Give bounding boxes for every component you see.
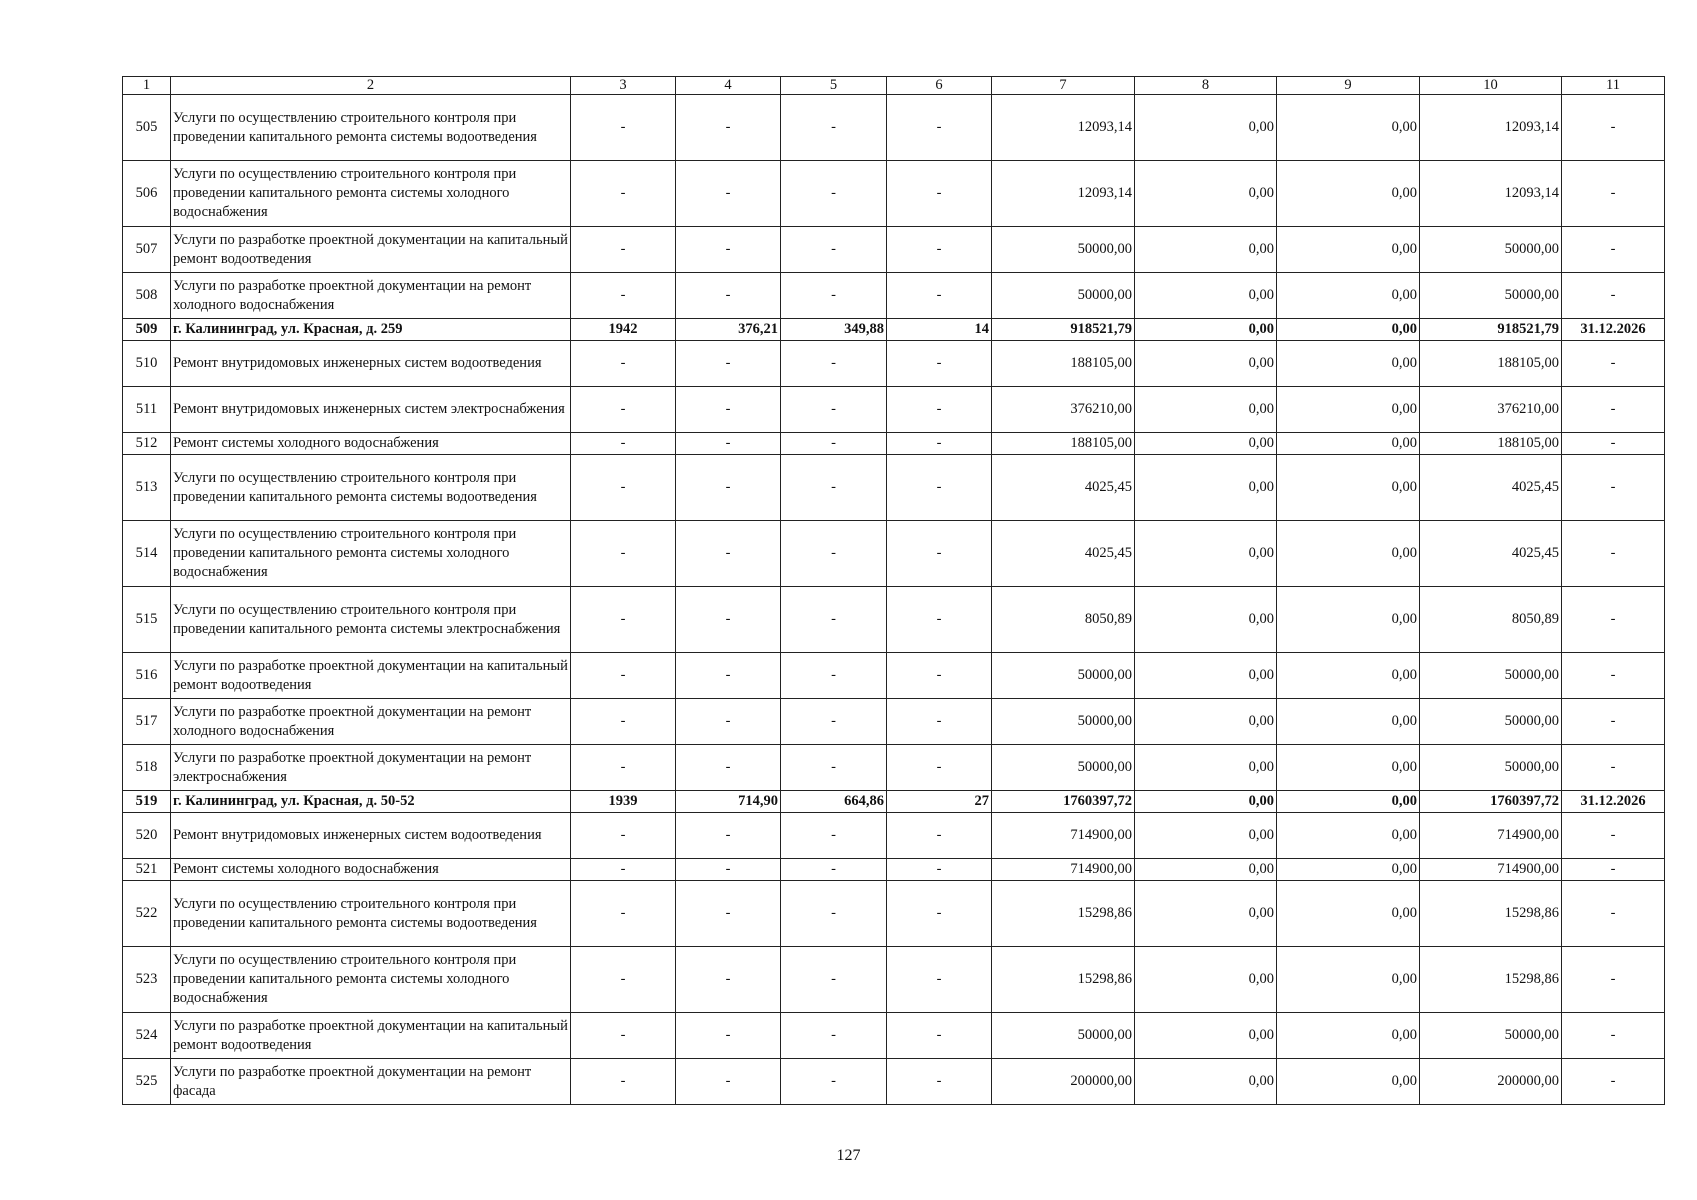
column-header: 2 bbox=[171, 77, 571, 95]
cell-col6: - bbox=[887, 433, 992, 455]
cell-col11: - bbox=[1562, 745, 1665, 791]
table-row bbox=[123, 341, 1665, 387]
cell-col6: 14 bbox=[887, 319, 992, 341]
row-number: 519 bbox=[123, 791, 171, 813]
cell-col4: - bbox=[676, 813, 781, 859]
cell-col11: 31.12.2026 bbox=[1562, 319, 1665, 341]
cell-col4: - bbox=[676, 745, 781, 791]
cell-col5: - bbox=[781, 1013, 887, 1059]
cell-col4: - bbox=[676, 227, 781, 273]
work-description: Услуги по разработке проектной документации на ремонт холодного водоснабжения bbox=[171, 273, 571, 319]
cell-col4: - bbox=[676, 521, 781, 587]
cell-col8: 0,00 bbox=[1135, 947, 1277, 1013]
cell-col9: 0,00 bbox=[1277, 587, 1420, 653]
document-page bbox=[122, 76, 1664, 1105]
column-header: 11 bbox=[1562, 77, 1665, 95]
cell-col3: - bbox=[571, 1013, 676, 1059]
column-header: 3 bbox=[571, 77, 676, 95]
cell-col11: - bbox=[1562, 587, 1665, 653]
cell-col7: 714900,00 bbox=[992, 859, 1135, 881]
cell-col6: - bbox=[887, 95, 992, 161]
cell-col10: 4025,45 bbox=[1420, 455, 1562, 521]
cell-col9: 0,00 bbox=[1277, 1059, 1420, 1105]
cell-col8: 0,00 bbox=[1135, 699, 1277, 745]
cell-col3: - bbox=[571, 227, 676, 273]
work-description: г. Калининград, ул. Красная, д. 259 bbox=[171, 319, 571, 341]
repair-plan-table bbox=[122, 76, 1665, 1105]
work-description: Услуги по осуществлению строительного контроля при проведении капитального ремонта системы водоотведения bbox=[171, 881, 571, 947]
cell-col11: - bbox=[1562, 341, 1665, 387]
cell-col7: 50000,00 bbox=[992, 227, 1135, 273]
cell-col6: - bbox=[887, 521, 992, 587]
cell-col5: - bbox=[781, 387, 887, 433]
cell-col9: 0,00 bbox=[1277, 947, 1420, 1013]
work-description: Ремонт системы холодного водоснабжения bbox=[171, 859, 571, 881]
cell-col4: - bbox=[676, 273, 781, 319]
work-description: Ремонт внутридомовых инженерных систем водоотведения bbox=[171, 813, 571, 859]
cell-col3: - bbox=[571, 859, 676, 881]
cell-col8: 0,00 bbox=[1135, 881, 1277, 947]
cell-col5: 664,86 bbox=[781, 791, 887, 813]
cell-col7: 50000,00 bbox=[992, 273, 1135, 319]
work-description: Услуги по разработке проектной документации на капитальный ремонт водоотведения bbox=[171, 1013, 571, 1059]
cell-col7: 12093,14 bbox=[992, 161, 1135, 227]
row-number: 512 bbox=[123, 433, 171, 455]
cell-col7: 1760397,72 bbox=[992, 791, 1135, 813]
cell-col9: 0,00 bbox=[1277, 1013, 1420, 1059]
page-number: 127 bbox=[836, 1147, 861, 1164]
cell-col10: 50000,00 bbox=[1420, 745, 1562, 791]
row-number: 525 bbox=[123, 1059, 171, 1105]
cell-col10: 188105,00 bbox=[1420, 341, 1562, 387]
cell-col6: - bbox=[887, 227, 992, 273]
cell-col7: 50000,00 bbox=[992, 745, 1135, 791]
cell-col3: - bbox=[571, 433, 676, 455]
cell-col5: - bbox=[781, 455, 887, 521]
cell-col7: 12093,14 bbox=[992, 95, 1135, 161]
cell-col6: - bbox=[887, 1013, 992, 1059]
row-number: 509 bbox=[123, 319, 171, 341]
row-number: 513 bbox=[123, 455, 171, 521]
column-header: 6 bbox=[887, 77, 992, 95]
work-description: Услуги по разработке проектной документации на ремонт электроснабжения bbox=[171, 745, 571, 791]
row-number: 506 bbox=[123, 161, 171, 227]
cell-col8: 0,00 bbox=[1135, 455, 1277, 521]
cell-col8: 0,00 bbox=[1135, 859, 1277, 881]
cell-col7: 4025,45 bbox=[992, 521, 1135, 587]
cell-col7: 50000,00 bbox=[992, 699, 1135, 745]
row-number: 505 bbox=[123, 95, 171, 161]
cell-col9: 0,00 bbox=[1277, 745, 1420, 791]
table-row bbox=[123, 745, 1665, 791]
cell-col11: - bbox=[1562, 521, 1665, 587]
row-number: 511 bbox=[123, 387, 171, 433]
cell-col8: 0,00 bbox=[1135, 1013, 1277, 1059]
cell-col10: 50000,00 bbox=[1420, 699, 1562, 745]
column-header: 10 bbox=[1420, 77, 1562, 95]
cell-col5: - bbox=[781, 881, 887, 947]
cell-col9: 0,00 bbox=[1277, 859, 1420, 881]
cell-col11: - bbox=[1562, 455, 1665, 521]
work-description: Услуги по осуществлению строительного контроля при проведении капитального ремонта системы холодного водоснабжения bbox=[171, 521, 571, 587]
cell-col8: 0,00 bbox=[1135, 387, 1277, 433]
table-row bbox=[123, 1059, 1665, 1105]
cell-col9: 0,00 bbox=[1277, 95, 1420, 161]
table-row bbox=[123, 947, 1665, 1013]
cell-col5: - bbox=[781, 341, 887, 387]
cell-col4: - bbox=[676, 1013, 781, 1059]
cell-col6: - bbox=[887, 699, 992, 745]
row-number: 520 bbox=[123, 813, 171, 859]
cell-col6: - bbox=[887, 455, 992, 521]
cell-col3: - bbox=[571, 587, 676, 653]
cell-col10: 15298,86 bbox=[1420, 947, 1562, 1013]
cell-col7: 50000,00 bbox=[992, 1013, 1135, 1059]
cell-col10: 12093,14 bbox=[1420, 161, 1562, 227]
cell-col10: 1760397,72 bbox=[1420, 791, 1562, 813]
table-row bbox=[123, 521, 1665, 587]
cell-col3: - bbox=[571, 455, 676, 521]
table-row bbox=[123, 161, 1665, 227]
row-number: 523 bbox=[123, 947, 171, 1013]
cell-col3: - bbox=[571, 521, 676, 587]
cell-col6: - bbox=[887, 881, 992, 947]
cell-col8: 0,00 bbox=[1135, 161, 1277, 227]
cell-col3: - bbox=[571, 881, 676, 947]
row-number: 516 bbox=[123, 653, 171, 699]
cell-col3: - bbox=[571, 947, 676, 1013]
cell-col10: 50000,00 bbox=[1420, 653, 1562, 699]
cell-col5: - bbox=[781, 947, 887, 1013]
table-row bbox=[123, 227, 1665, 273]
cell-col10: 4025,45 bbox=[1420, 521, 1562, 587]
cell-col4: - bbox=[676, 161, 781, 227]
row-number: 522 bbox=[123, 881, 171, 947]
cell-col4: - bbox=[676, 341, 781, 387]
cell-col7: 4025,45 bbox=[992, 455, 1135, 521]
cell-col9: 0,00 bbox=[1277, 227, 1420, 273]
cell-col10: 50000,00 bbox=[1420, 227, 1562, 273]
cell-col11: - bbox=[1562, 433, 1665, 455]
cell-col6: - bbox=[887, 341, 992, 387]
cell-col5: - bbox=[781, 859, 887, 881]
cell-col5: - bbox=[781, 745, 887, 791]
table-row bbox=[123, 95, 1665, 161]
cell-col6: - bbox=[887, 813, 992, 859]
cell-col11: - bbox=[1562, 1059, 1665, 1105]
cell-col4: - bbox=[676, 1059, 781, 1105]
cell-col4: - bbox=[676, 653, 781, 699]
work-description: Услуги по разработке проектной документации на капитальный ремонт водоотведения bbox=[171, 653, 571, 699]
cell-col11: - bbox=[1562, 161, 1665, 227]
cell-col11: - bbox=[1562, 947, 1665, 1013]
cell-col11: - bbox=[1562, 273, 1665, 319]
cell-col7: 8050,89 bbox=[992, 587, 1135, 653]
cell-col5: - bbox=[781, 433, 887, 455]
table-row bbox=[123, 587, 1665, 653]
cell-col4: - bbox=[676, 433, 781, 455]
cell-col6: - bbox=[887, 587, 992, 653]
work-description: Ремонт внутридомовых инженерных систем электроснабжения bbox=[171, 387, 571, 433]
cell-col11: - bbox=[1562, 859, 1665, 881]
table-row bbox=[123, 881, 1665, 947]
cell-col9: 0,00 bbox=[1277, 881, 1420, 947]
cell-col9: 0,00 bbox=[1277, 341, 1420, 387]
cell-col10: 8050,89 bbox=[1420, 587, 1562, 653]
cell-col8: 0,00 bbox=[1135, 1059, 1277, 1105]
cell-col10: 714900,00 bbox=[1420, 859, 1562, 881]
column-number-header bbox=[123, 77, 1665, 95]
cell-col6: - bbox=[887, 653, 992, 699]
cell-col5: - bbox=[781, 1059, 887, 1105]
cell-col7: 15298,86 bbox=[992, 947, 1135, 1013]
cell-col11: - bbox=[1562, 387, 1665, 433]
cell-col5: - bbox=[781, 587, 887, 653]
cell-col6: - bbox=[887, 859, 992, 881]
cell-col8: 0,00 bbox=[1135, 653, 1277, 699]
work-description: Услуги по осуществлению строительного контроля при проведении капитального ремонта системы водоотведения bbox=[171, 95, 571, 161]
row-number: 515 bbox=[123, 587, 171, 653]
cell-col8: 0,00 bbox=[1135, 319, 1277, 341]
cell-col10: 376210,00 bbox=[1420, 387, 1562, 433]
cell-col9: 0,00 bbox=[1277, 699, 1420, 745]
cell-col4: - bbox=[676, 387, 781, 433]
work-description: Услуги по разработке проектной документации на ремонт фасада bbox=[171, 1059, 571, 1105]
cell-col5: 349,88 bbox=[781, 319, 887, 341]
table-row bbox=[123, 387, 1665, 433]
cell-col3: - bbox=[571, 161, 676, 227]
cell-col10: 12093,14 bbox=[1420, 95, 1562, 161]
cell-col9: 0,00 bbox=[1277, 161, 1420, 227]
cell-col11: - bbox=[1562, 699, 1665, 745]
cell-col11: - bbox=[1562, 1013, 1665, 1059]
work-description: Услуги по разработке проектной документации на капитальный ремонт водоотведения bbox=[171, 227, 571, 273]
cell-col6: - bbox=[887, 273, 992, 319]
cell-col3: 1942 bbox=[571, 319, 676, 341]
table-row bbox=[123, 319, 1665, 341]
table-row bbox=[123, 859, 1665, 881]
cell-col9: 0,00 bbox=[1277, 319, 1420, 341]
cell-col5: - bbox=[781, 699, 887, 745]
cell-col10: 50000,00 bbox=[1420, 1013, 1562, 1059]
table-row bbox=[123, 273, 1665, 319]
cell-col5: - bbox=[781, 227, 887, 273]
cell-col8: 0,00 bbox=[1135, 587, 1277, 653]
cell-col5: - bbox=[781, 95, 887, 161]
work-description: Услуги по осуществлению строительного контроля при проведении капитального ремонта системы электроснабжения bbox=[171, 587, 571, 653]
work-description: Ремонт внутридомовых инженерных систем водоотведения bbox=[171, 341, 571, 387]
cell-col8: 0,00 bbox=[1135, 341, 1277, 387]
cell-col4: 714,90 bbox=[676, 791, 781, 813]
table-row bbox=[123, 653, 1665, 699]
cell-col8: 0,00 bbox=[1135, 813, 1277, 859]
cell-col3: - bbox=[571, 95, 676, 161]
column-header: 1 bbox=[123, 77, 171, 95]
table-row bbox=[123, 433, 1665, 455]
column-header: 8 bbox=[1135, 77, 1277, 95]
cell-col11: - bbox=[1562, 95, 1665, 161]
cell-col9: 0,00 bbox=[1277, 455, 1420, 521]
cell-col3: - bbox=[571, 387, 676, 433]
cell-col11: 31.12.2026 bbox=[1562, 791, 1665, 813]
cell-col9: 0,00 bbox=[1277, 387, 1420, 433]
row-number: 518 bbox=[123, 745, 171, 791]
cell-col10: 200000,00 bbox=[1420, 1059, 1562, 1105]
cell-col3: - bbox=[571, 341, 676, 387]
cell-col3: - bbox=[571, 653, 676, 699]
cell-col8: 0,00 bbox=[1135, 95, 1277, 161]
work-description: Услуги по осуществлению строительного контроля при проведении капитального ремонта системы холодного водоснабжения bbox=[171, 161, 571, 227]
cell-col4: - bbox=[676, 881, 781, 947]
cell-col4: - bbox=[676, 947, 781, 1013]
cell-col7: 15298,86 bbox=[992, 881, 1135, 947]
cell-col8: 0,00 bbox=[1135, 433, 1277, 455]
cell-col4: 376,21 bbox=[676, 319, 781, 341]
column-header: 5 bbox=[781, 77, 887, 95]
cell-col3: - bbox=[571, 273, 676, 319]
cell-col7: 714900,00 bbox=[992, 813, 1135, 859]
cell-col9: 0,00 bbox=[1277, 273, 1420, 319]
row-number: 514 bbox=[123, 521, 171, 587]
table-row bbox=[123, 791, 1665, 813]
cell-col3: - bbox=[571, 1059, 676, 1105]
cell-col10: 188105,00 bbox=[1420, 433, 1562, 455]
row-number: 517 bbox=[123, 699, 171, 745]
cell-col4: - bbox=[676, 455, 781, 521]
cell-col6: - bbox=[887, 947, 992, 1013]
column-header: 4 bbox=[676, 77, 781, 95]
table-row bbox=[123, 455, 1665, 521]
cell-col10: 918521,79 bbox=[1420, 319, 1562, 341]
cell-col4: - bbox=[676, 587, 781, 653]
cell-col8: 0,00 bbox=[1135, 521, 1277, 587]
cell-col3: - bbox=[571, 745, 676, 791]
cell-col10: 15298,86 bbox=[1420, 881, 1562, 947]
cell-col10: 50000,00 bbox=[1420, 273, 1562, 319]
table-body bbox=[123, 95, 1665, 1105]
cell-col4: - bbox=[676, 95, 781, 161]
column-header: 9 bbox=[1277, 77, 1420, 95]
table-row bbox=[123, 813, 1665, 859]
cell-col7: 188105,00 bbox=[992, 433, 1135, 455]
cell-col6: 27 bbox=[887, 791, 992, 813]
cell-col11: - bbox=[1562, 813, 1665, 859]
row-number: 524 bbox=[123, 1013, 171, 1059]
cell-col5: - bbox=[781, 813, 887, 859]
work-description: Услуги по разработке проектной документации на ремонт холодного водоснабжения bbox=[171, 699, 571, 745]
cell-col3: - bbox=[571, 813, 676, 859]
cell-col8: 0,00 bbox=[1135, 227, 1277, 273]
row-number: 521 bbox=[123, 859, 171, 881]
cell-col5: - bbox=[781, 653, 887, 699]
cell-col5: - bbox=[781, 273, 887, 319]
cell-col9: 0,00 bbox=[1277, 433, 1420, 455]
cell-col4: - bbox=[676, 859, 781, 881]
cell-col7: 188105,00 bbox=[992, 341, 1135, 387]
cell-col8: 0,00 bbox=[1135, 745, 1277, 791]
cell-col9: 0,00 bbox=[1277, 813, 1420, 859]
cell-col6: - bbox=[887, 161, 992, 227]
cell-col9: 0,00 bbox=[1277, 521, 1420, 587]
cell-col7: 50000,00 bbox=[992, 653, 1135, 699]
cell-col5: - bbox=[781, 521, 887, 587]
row-number: 507 bbox=[123, 227, 171, 273]
cell-col7: 200000,00 bbox=[992, 1059, 1135, 1105]
work-description: Ремонт системы холодного водоснабжения bbox=[171, 433, 571, 455]
cell-col6: - bbox=[887, 1059, 992, 1105]
cell-col11: - bbox=[1562, 227, 1665, 273]
cell-col3: 1939 bbox=[571, 791, 676, 813]
cell-col4: - bbox=[676, 699, 781, 745]
cell-col6: - bbox=[887, 745, 992, 791]
cell-col11: - bbox=[1562, 881, 1665, 947]
cell-col6: - bbox=[887, 387, 992, 433]
cell-col8: 0,00 bbox=[1135, 273, 1277, 319]
cell-col3: - bbox=[571, 699, 676, 745]
column-header: 7 bbox=[992, 77, 1135, 95]
cell-col5: - bbox=[781, 161, 887, 227]
work-description: Услуги по осуществлению строительного контроля при проведении капитального ремонта системы холодного водоснабжения bbox=[171, 947, 571, 1013]
row-number: 510 bbox=[123, 341, 171, 387]
cell-col9: 0,00 bbox=[1277, 653, 1420, 699]
cell-col8: 0,00 bbox=[1135, 791, 1277, 813]
cell-col7: 918521,79 bbox=[992, 319, 1135, 341]
cell-col7: 376210,00 bbox=[992, 387, 1135, 433]
table-row bbox=[123, 699, 1665, 745]
row-number: 508 bbox=[123, 273, 171, 319]
work-description: Услуги по осуществлению строительного контроля при проведении капитального ремонта системы водоотведения bbox=[171, 455, 571, 521]
cell-col9: 0,00 bbox=[1277, 791, 1420, 813]
cell-col10: 714900,00 bbox=[1420, 813, 1562, 859]
cell-col11: - bbox=[1562, 653, 1665, 699]
table-row bbox=[123, 1013, 1665, 1059]
work-description: г. Калининград, ул. Красная, д. 50-52 bbox=[171, 791, 571, 813]
